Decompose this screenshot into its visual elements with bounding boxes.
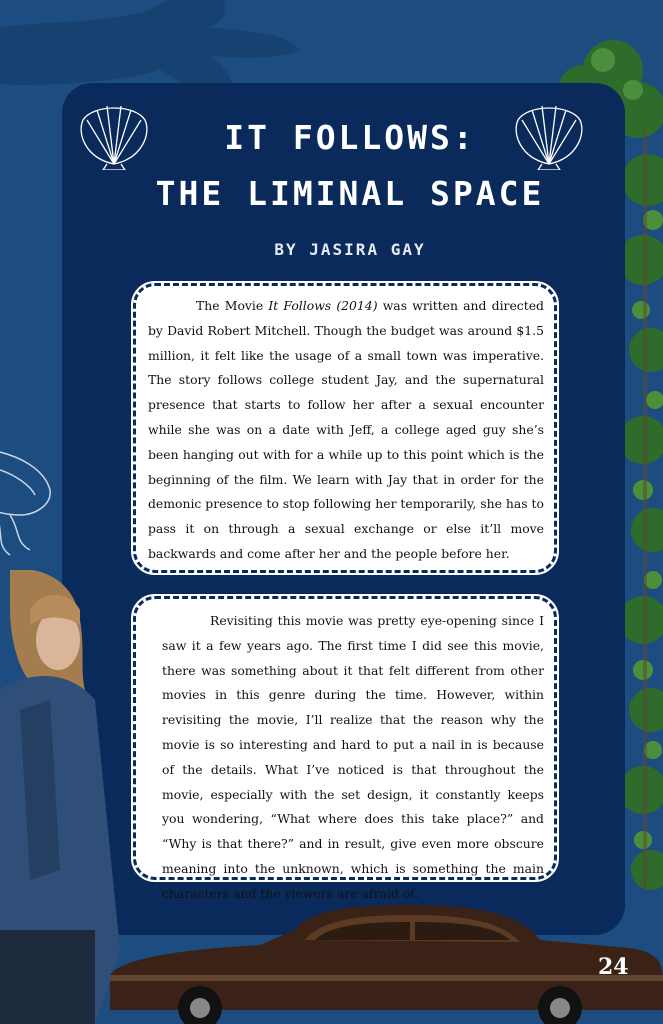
film-title: It Follows (2014) — [268, 298, 378, 313]
vintage-car-photo — [110, 900, 663, 1024]
paragraph-1-body: was written and directed by David Robert Mitchell. Though the budget was around $1.5 million, it felt like the usage of a small town was imperative. The story follows college student Jay, and the supernatural presence that starts to follow her after a sexual encounter while she was on a date with Jeff, a college aged guy she’s been hanging out with for a while up to this point which is the beginning of the film. We learn with Jay that in order for the demonic presence to stop following her temporarily, she has to pass it on through a sexual exchange or else it’ll move backwards and come after her and the people before her. — [148, 298, 544, 561]
text-card-1 — [133, 283, 557, 573]
paragraph-1 — [148, 294, 544, 567]
article-byline: BY JASIRA GAY — [274, 240, 426, 259]
paragraph-2: Revisiting this movie was pretty eye-opening since I saw it a few years ago. The first time I did see this movie, there was something about it that felt different from other movies in this genre during the time. However, within revisiting the movie, I’ll realize that the reason why the movie is so interesting and hard to put a nail in is because of the details. What I’ve noticed is that throughout the movie, especially with the set design, it constantly keeps you wondering, “What where does this take place?” and “Why is that there?” and in result, give even more obscure meaning into the unknown, which is something the main characters and the viewers are afraid of. — [162, 613, 544, 901]
article-title-line-1: IT FOLLOWS: — [224, 118, 476, 157]
text-card-2 — [133, 596, 557, 901]
page-number: 24 — [598, 954, 629, 980]
paragraph-1-lead: The Movie — [196, 298, 269, 313]
jellyfish-outline-icon — [0, 430, 70, 560]
article-title-line-2: THE LIMINAL SPACE — [155, 174, 545, 213]
